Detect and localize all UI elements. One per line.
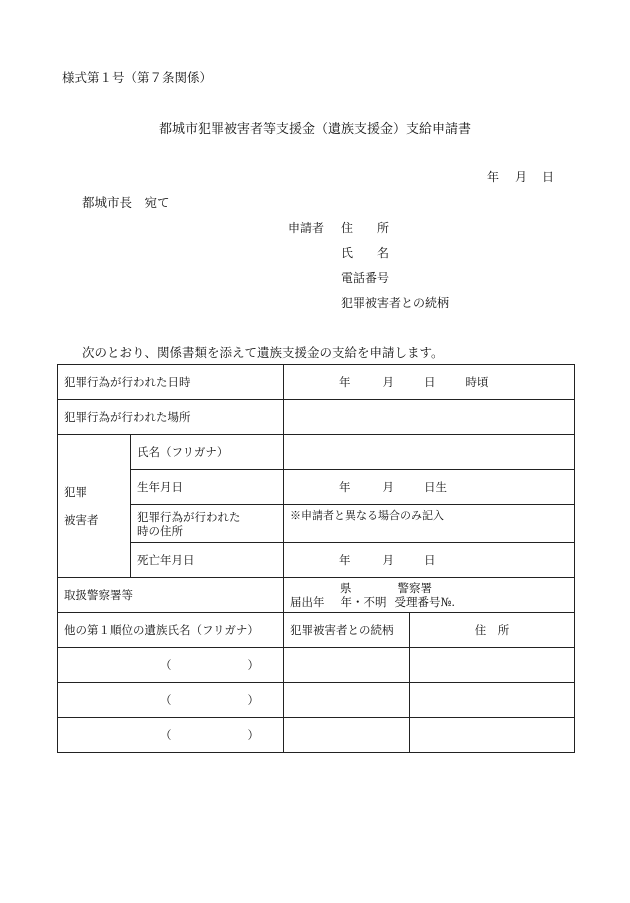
- family-address-field[interactable]: [410, 683, 575, 718]
- family-name-field[interactable]: [58, 683, 284, 718]
- crime-place-row: [58, 400, 575, 435]
- crime-time: 時頃: [465, 375, 489, 389]
- police-prefecture: 県: [340, 581, 352, 595]
- police-filing-year: 届出年: [290, 595, 325, 609]
- furigana-open: （: [160, 658, 172, 672]
- addressee: 都城市長 宛て: [82, 195, 170, 210]
- police-row: [58, 578, 575, 613]
- victim-birth-label: 生年月日: [131, 470, 284, 505]
- family-address-field[interactable]: [410, 718, 575, 753]
- victim-death-row: [58, 543, 575, 578]
- birth-month: 月: [382, 480, 394, 494]
- family-col-address: 住 所: [410, 613, 575, 648]
- police-station: 警察署: [397, 581, 432, 595]
- victim-label-line1: 犯罪: [64, 485, 87, 499]
- victim-name-label: 氏名（フリガナ）: [131, 435, 284, 470]
- birth-day: 日生: [424, 480, 447, 494]
- crime-datetime-label: 犯罪行為が行われた日時: [58, 365, 284, 400]
- victim-label-line2: 被害者: [64, 513, 99, 527]
- death-year: 年: [339, 553, 351, 567]
- family-col-name: 他の第１順位の遺族氏名（フリガナ）: [58, 613, 284, 648]
- victim-death-field[interactable]: [284, 543, 575, 578]
- application-table: [57, 364, 575, 753]
- family-address-field[interactable]: [410, 648, 575, 683]
- victim-address-note: ※申請者と異なる場合のみ記入: [290, 509, 444, 522]
- police-label: 取扱警察署等: [58, 578, 284, 613]
- crime-place-label: 犯罪行為が行われた場所: [58, 400, 284, 435]
- crime-datetime-field[interactable]: [284, 365, 575, 400]
- death-month: 月: [382, 553, 394, 567]
- police-year-unknown: 年・不明: [340, 595, 387, 609]
- intro-text: 次のとおり、関係書類を添えて遺族支援金の支給を申請します。: [82, 345, 444, 360]
- family-name-field[interactable]: [58, 718, 284, 753]
- applicant-name-label: 氏 名: [341, 246, 390, 260]
- furigana-close: ）: [247, 728, 259, 742]
- date-day-label: 日: [542, 170, 555, 184]
- victim-address-row: [58, 505, 575, 543]
- furigana-open: （: [160, 693, 172, 707]
- furigana-open: （: [160, 728, 172, 742]
- family-row: [58, 648, 575, 683]
- crime-datetime-row: [58, 365, 575, 400]
- victim-address-label-line2: 時の住所: [137, 523, 183, 538]
- family-name-field[interactable]: [58, 648, 284, 683]
- furigana-close: ）: [247, 693, 259, 707]
- family-header-row: [58, 613, 575, 648]
- crime-year: 年: [339, 375, 351, 389]
- victim-birth-field[interactable]: [284, 470, 575, 505]
- applicant-phone-label: 電話番号: [341, 271, 390, 285]
- victim-label: [58, 435, 131, 578]
- family-col-relation: 犯罪被害者との続柄: [284, 613, 410, 648]
- police-field[interactable]: [284, 578, 575, 613]
- furigana-close: ）: [247, 658, 259, 672]
- applicant-label: 申請者: [288, 221, 325, 235]
- form-number: 様式第１号（第７条関係）: [62, 70, 213, 85]
- family-row: [58, 683, 575, 718]
- family-row: [58, 718, 575, 753]
- family-relation-field[interactable]: [284, 718, 410, 753]
- victim-name-row: [58, 435, 575, 470]
- victim-address-field[interactable]: [284, 505, 575, 543]
- police-receipt-number: 受理番号№.: [394, 595, 456, 609]
- victim-name-field[interactable]: [284, 435, 575, 470]
- document-title: 都城市犯罪被害者等支援金（遺族支援金）支給申請書: [158, 122, 471, 137]
- family-relation-field[interactable]: [284, 683, 410, 718]
- victim-birth-row: [58, 470, 575, 505]
- applicant-address-label: 住 所: [341, 221, 390, 235]
- crime-month: 月: [382, 375, 394, 389]
- family-relation-field[interactable]: [284, 648, 410, 683]
- death-day: 日: [424, 553, 436, 567]
- date-month-label: 月: [515, 170, 528, 184]
- victim-address-label-line1: 犯罪行為が行われた: [137, 509, 241, 524]
- applicant-relation-label: 犯罪被害者との続柄: [341, 296, 450, 310]
- birth-year: 年: [339, 480, 351, 494]
- victim-address-label: [131, 505, 284, 543]
- crime-place-field[interactable]: [284, 400, 575, 435]
- date-year-label: 年: [487, 170, 500, 184]
- crime-day: 日: [424, 375, 436, 389]
- victim-death-label: 死亡年月日: [131, 543, 284, 578]
